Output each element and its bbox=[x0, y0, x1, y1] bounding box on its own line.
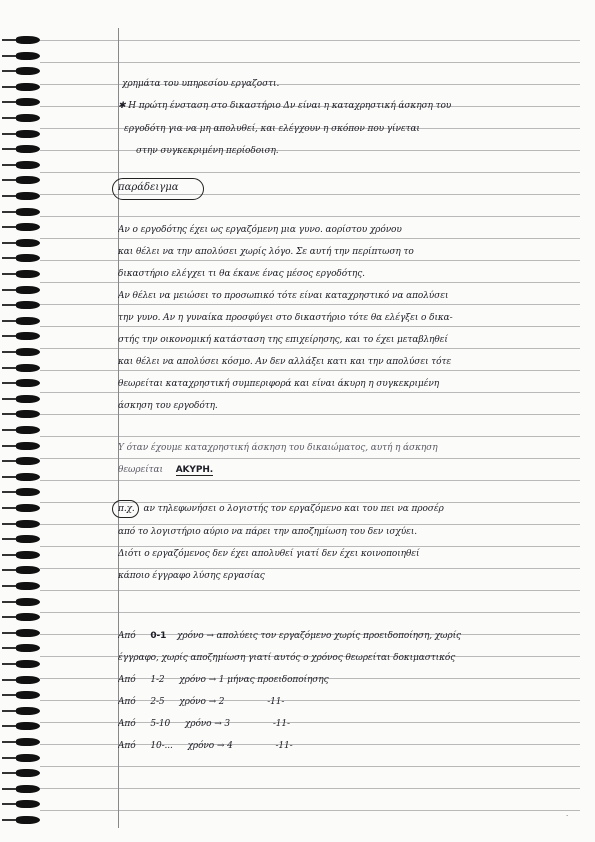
binding-hole bbox=[2, 286, 40, 295]
binding-hole bbox=[2, 816, 40, 825]
binding-hole bbox=[2, 691, 40, 700]
ruled-line bbox=[40, 546, 580, 547]
binding-hole bbox=[2, 192, 40, 201]
ruled-line bbox=[40, 590, 580, 591]
text-line: από το λογιστήριο αύριο να πάρει την αποζημίωση του δεν ισχύει. bbox=[118, 527, 418, 537]
ruled-line bbox=[40, 458, 580, 459]
ditto-mark: -11- bbox=[275, 741, 293, 751]
text-line bbox=[118, 696, 583, 708]
binding-hole bbox=[2, 223, 40, 232]
binding-hole bbox=[2, 176, 40, 185]
px-label: π.χ. bbox=[118, 504, 135, 514]
text-line bbox=[118, 464, 583, 476]
ruled-line bbox=[40, 326, 580, 327]
binding-hole bbox=[2, 754, 40, 763]
binding-hole bbox=[2, 36, 40, 45]
binding-hole bbox=[2, 410, 40, 419]
text-line: θεωρείται καταχρηστική συμπεριφορά και είναι άκυρη η συγκεκριμένη bbox=[118, 379, 440, 389]
binding-hole bbox=[2, 161, 40, 170]
binding-hole bbox=[2, 52, 40, 61]
ruled-line bbox=[40, 62, 580, 63]
binding-hole bbox=[2, 629, 40, 638]
binding-hole bbox=[2, 769, 40, 778]
binding-hole bbox=[2, 660, 40, 669]
ruled-line bbox=[40, 788, 580, 789]
text-line: ✱ Η πρώτη ένσταση στο δικαστήριο Δν είναι η καταχρηστική άσκηση του bbox=[118, 101, 452, 111]
text-line: στην συγκεκριμένη περίοδοιση. bbox=[136, 146, 279, 156]
binding-hole bbox=[2, 707, 40, 716]
binding-hole bbox=[2, 535, 40, 544]
binding-hole bbox=[2, 785, 40, 794]
text-fragment: χρόνο → 3 bbox=[184, 719, 231, 729]
binding-hole bbox=[2, 379, 40, 388]
binding-hole bbox=[2, 208, 40, 217]
text-line: Αν ο εργοδότης έχει ως εργαζόμενη μια γυνο. αορίστου χρόνου bbox=[118, 225, 402, 235]
text-line bbox=[118, 674, 583, 686]
binding-hole bbox=[2, 395, 40, 404]
binding-hole bbox=[2, 457, 40, 466]
range-label: 2-5 bbox=[150, 697, 165, 707]
text-line bbox=[118, 503, 583, 515]
ruled-line bbox=[40, 810, 580, 811]
binding-hole bbox=[2, 332, 40, 341]
akyri-label: ΑΚΥΡΗ. bbox=[175, 465, 214, 475]
text-line: και θέλει να την απολύσει χωρίς λόγο. Σε αυτή την περίπτωση το bbox=[118, 247, 414, 257]
binding-hole bbox=[2, 613, 40, 622]
ruled-line bbox=[40, 238, 580, 239]
ruled-line bbox=[40, 766, 580, 767]
ruled-line bbox=[40, 40, 580, 41]
text-line bbox=[118, 630, 583, 642]
page-number: · bbox=[566, 812, 569, 820]
text-line: Y όταν έχουμε καταχρηστική άσκηση του δικαιώματος, αυτή η άσκηση bbox=[118, 443, 438, 453]
binding-hole bbox=[2, 130, 40, 139]
text-fragment: Από bbox=[118, 741, 136, 751]
text-fragment: Από bbox=[118, 631, 136, 641]
binding-hole bbox=[2, 644, 40, 653]
ruled-line bbox=[40, 348, 580, 349]
ruled-line bbox=[40, 612, 580, 613]
binding-hole bbox=[2, 738, 40, 747]
ruled-line bbox=[40, 282, 580, 283]
binding-hole bbox=[2, 598, 40, 607]
binding-hole bbox=[2, 566, 40, 575]
text-line: στής την οικονομική κατάσταση της επιχείρησης, και το έχει μεταβληθεί bbox=[118, 335, 448, 345]
text-line: χρημάτα του υπηρεσίου εργαζοστι. bbox=[122, 79, 280, 89]
binding-hole bbox=[2, 800, 40, 809]
ruled-line bbox=[40, 436, 580, 437]
ruled-line bbox=[40, 172, 580, 173]
text-fragment: αν τηλεφωνήσει ο λογιστής τον εργαζόμενο και του πει να προσέρ bbox=[143, 504, 444, 514]
text-line bbox=[118, 740, 583, 752]
text-line: άσκηση του εργοδότη. bbox=[118, 401, 218, 411]
text-fragment: χρόνο → 2 bbox=[179, 697, 225, 707]
text-line: κάποιο έγγραφο λύσης εργασίας bbox=[118, 571, 265, 581]
text-line: και θέλει να απολύσει κόσμο. Αν δεν αλλάξει κατι και την απολύσει τότε bbox=[118, 357, 452, 367]
text-fragment: Από bbox=[118, 675, 136, 685]
text-line bbox=[118, 718, 583, 730]
text-fragment: χρόνο → 1 μήνας προειδοποίησης bbox=[179, 675, 329, 685]
text-fragment: χρόνο → απολύεις τον εργαζόμενο χωρίς προειδοποίηση, χωρίς bbox=[177, 631, 461, 641]
range-label: 1-2 bbox=[150, 675, 165, 685]
range-label: 10-... bbox=[150, 741, 173, 751]
text-line: έγγραφο, χωρίς αποζημίωση γιατί αυτός ο χρόνος θεωρείται δοκιμαστικός bbox=[118, 653, 456, 663]
ditto-mark: -11- bbox=[267, 697, 285, 707]
binding-hole bbox=[2, 348, 40, 357]
text-fragment: χρόνο → 4 bbox=[187, 741, 233, 751]
binding-hole bbox=[2, 364, 40, 373]
text-fragment: Από bbox=[118, 719, 136, 729]
binding-hole bbox=[2, 254, 40, 263]
binding-hole bbox=[2, 551, 40, 560]
text-line: την γυνο. Αν η γυναίκα προσφύγει στο δικαστήριο τότε θα ελέγξει ο δικα- bbox=[118, 313, 453, 323]
binding-hole bbox=[2, 520, 40, 529]
binding-hole bbox=[2, 473, 40, 482]
binding-hole bbox=[2, 722, 40, 731]
binding-hole bbox=[2, 317, 40, 326]
margin-line bbox=[118, 28, 119, 828]
binding-hole bbox=[2, 488, 40, 497]
ruled-line bbox=[40, 370, 580, 371]
ruled-line bbox=[40, 568, 580, 569]
binding-hole bbox=[2, 83, 40, 92]
binding-hole bbox=[2, 239, 40, 248]
ruled-line bbox=[40, 524, 580, 525]
ruled-line bbox=[40, 392, 580, 393]
ruled-line bbox=[40, 216, 580, 217]
range-label: 0-1 bbox=[150, 631, 167, 641]
spiral-binding bbox=[0, 0, 40, 842]
text-fragment: θεωρείται bbox=[118, 465, 163, 475]
range-label: 5-10 bbox=[150, 719, 171, 729]
binding-hole bbox=[2, 114, 40, 123]
binding-hole bbox=[2, 442, 40, 451]
ruled-line bbox=[40, 414, 580, 415]
ditto-mark: -11- bbox=[272, 719, 290, 729]
ruled-line bbox=[40, 260, 580, 261]
text-line: εργοδότη για να μη απολυθεί, και ελέγχουν η σκόπον που γίνεται bbox=[124, 124, 420, 134]
text-line: Αν θέλει να μειώσει το προσωπικό τότε είναι καταχρηστικό να απολύσει bbox=[118, 291, 449, 301]
binding-hole bbox=[2, 504, 40, 513]
text-line: δικαστήριο ελέγχει τι θα έκανε ένας μέσος εργοδότης. bbox=[118, 269, 365, 279]
binding-hole bbox=[2, 676, 40, 685]
binding-hole bbox=[2, 270, 40, 279]
binding-hole bbox=[2, 582, 40, 591]
ruled-line bbox=[40, 480, 580, 481]
binding-hole bbox=[2, 98, 40, 107]
text-line: Διότι ο εργαζόμενος δεν έχει απολυθεί γιατί δεν έχει κοινοποιηθεί bbox=[118, 549, 420, 559]
binding-hole bbox=[2, 426, 40, 435]
binding-hole bbox=[2, 145, 40, 154]
ruled-line bbox=[40, 304, 580, 305]
example-heading: παράδειγμα bbox=[118, 182, 179, 193]
binding-hole bbox=[2, 67, 40, 76]
text-fragment: Από bbox=[118, 697, 136, 707]
binding-hole bbox=[2, 301, 40, 310]
